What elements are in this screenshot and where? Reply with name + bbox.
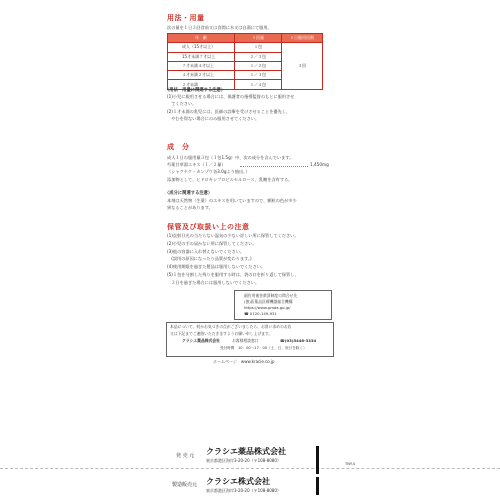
dosage-table-wrap [167, 33, 323, 90]
storage-item: (5)１包を分割した残りを服用する時は、袋の口を折り返して保管し、 [167, 272, 299, 277]
table-cell-dose: １包 [235, 43, 282, 52]
usage-note-line: (2)１才未満の乳児には、医師の診療を受けさせることを優先し、 [167, 109, 291, 114]
footer-divider [0, 468, 500, 469]
maker-name: クラシエ株式会社 [206, 477, 270, 486]
table-cell-age: ７才未満４才以上 [168, 61, 235, 70]
storage-item: (1)直射日光の当たらない湿気の少ない涼しい所に保管してください。 [167, 233, 299, 238]
dosage-table [167, 33, 323, 90]
relief-line: (独)医薬品医療機器総合機構 [244, 299, 293, 304]
storage-item: ２日を過ぎた場合には服用しないでください。 [167, 280, 260, 285]
contact-line: 又は下記までご連絡いただきますようお願い申し上げます。 [170, 331, 273, 336]
storage-item: (誤用の原因になったり品質が変わります。) [167, 256, 252, 261]
contact-line: 本品について、何かお気づきの点がございましたら、お買い求めのお店 [170, 324, 292, 329]
ingredient-amount: 1,450mg [310, 162, 329, 167]
table-row [168, 43, 323, 52]
ingredients-intro: 成人１日の服用量３包（１包1.5g）中、次の成分を含んでいます。 [167, 155, 294, 160]
table-cell-times: ３回 [282, 43, 323, 89]
contact-desk: お客様相談窓口 [232, 338, 259, 343]
seller-address: 東京都港区海岸3-20-20（〒108-8080） [206, 458, 281, 463]
table-cell-dose: １／３包 [235, 71, 282, 80]
table-header-dose: １回量 [235, 34, 282, 43]
usage-title: 用法・用量 [167, 14, 205, 22]
ingredients-title: 成 分 [167, 143, 190, 151]
usage-note-line: てください。 [167, 101, 197, 106]
relief-line: 副作用被害救済制度の問合せ先 [244, 293, 298, 298]
usage-intro: 次の量を１日３回食前又は食間に水又は白湯にて服用。 [167, 25, 272, 30]
contact-company: クラシエ薬品株式会社 [182, 338, 220, 343]
table-cell-dose: １／２包 [235, 61, 282, 70]
contact-phone: ☎(03)5446-3334 [280, 338, 317, 343]
storage-title: 保管及び取扱い上の注意 [167, 223, 250, 231]
maker-label: 製造販売元 [172, 482, 198, 488]
homepage-link: ホームページ www.kracie.co.jp [213, 359, 275, 364]
storage-item: (2)小児の手の届かない所に保管してください。 [167, 241, 257, 246]
table-cell-age: 成人（15才以上） [168, 43, 235, 52]
usage-note-line: やむを得ない場合にのみ服用させてください。 [167, 116, 260, 121]
product-code: TNY-S [345, 462, 356, 466]
relief-phone: ☎ 0120-149-931 [244, 311, 277, 316]
ingredients-notes-title: 〈成分に関連する注意〉 [165, 191, 213, 196]
relief-url: https://www.pmda.go.jp/ [244, 305, 291, 310]
ingredients-note-line: 本剤は天然物（生薬）のエキスを用いていますので、顆粒の色が多少 [167, 198, 297, 203]
table-header-times: １日服用回数 [282, 34, 323, 43]
storage-item: (3)他の容器に入れ替えないでください。 [167, 249, 245, 254]
ingredient-leader [240, 166, 308, 167]
ingredient-additives: 添加物として、ヒドロキシプロピルセルロース、乳糖を含有する。 [167, 177, 293, 182]
seller-name: クラシエ薬品株式会社 [206, 447, 286, 456]
ingredient-name: 芍薬甘草湯エキス（１／２量） [167, 162, 226, 167]
table-cell-age: 15才未満７才以上 [168, 52, 235, 61]
table-cell-dose: １／４包 [235, 80, 282, 89]
usage-notes-title: 〈用法・用量に関連する注意〉 [165, 88, 226, 93]
maker-address: 東京都港区海岸3-20-20（〒108-8080） [206, 488, 281, 493]
contact-hours: 受付時間 10：00～17：00（土、日、祝日を除く） [220, 346, 307, 350]
storage-item: (4)使用期限を過ぎた製品は服用しないでください。 [167, 264, 266, 269]
table-cell-age: ２才未満 [168, 80, 235, 89]
usage-note-line: (1)小児に服用させる場合には、保護者の指導監督のもとに服用させ [167, 94, 295, 99]
seller-label: 発 売 元 [176, 453, 195, 459]
ingredients-note-line: 異なることがあります。 [167, 205, 213, 210]
table-cell-dose: ２／３包 [235, 52, 282, 61]
table-header-age: 年 齢 [168, 34, 235, 43]
ingredient-detail: （シャクヤク・カンゾウ各3.0gより抽出。） [167, 169, 250, 174]
table-cell-age: ４才未満２才以上 [168, 71, 235, 80]
